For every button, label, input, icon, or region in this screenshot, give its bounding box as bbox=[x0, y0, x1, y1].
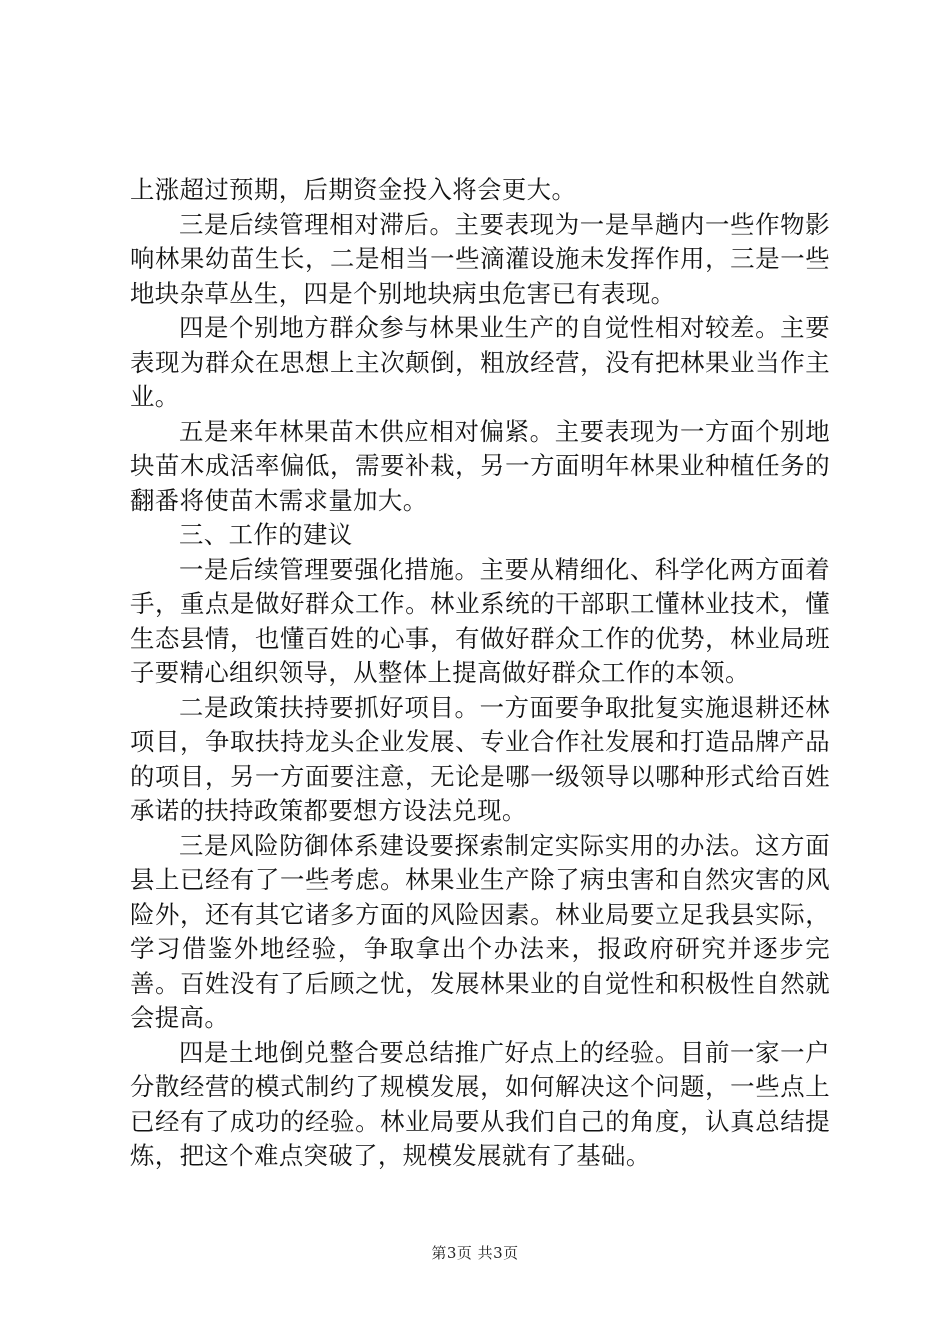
paragraph-suggestion-two: 二是政策扶持要抓好项目。一方面要争取批复实施退耕还林项目，争取扶持龙头企业发展、专业合作社发展和打造品牌产品的项目，另一方面要注意，无论是哪一级领导以哪种形式给百姓承诺的扶持政策都要想方设法兑现。 bbox=[130, 692, 830, 825]
paragraph-issue-four: 四是个别地方群众参与林果业生产的自觉性相对较差。主要表现为群众在思想上主次颠倒，粗放经营，没有把林果业当作主业。 bbox=[130, 313, 830, 411]
paragraph-issue-three: 三是后续管理相对滞后。主要表现为一是旱趟内一些作物影响林果幼苗生长，二是相当一些滴灌设施未发挥作用，三是一些地块杂草丛生，四是个别地块病虫危害已有表现。 bbox=[130, 209, 830, 308]
paragraph-issue-five: 五是来年林果苗木供应相对偏紧。主要表现为一方面个别地块苗木成活率偏低，需要补栽，另一方面明年林果业种植任务的翻番将使苗木需求量加大。 bbox=[130, 416, 830, 515]
paragraph-suggestion-four: 四是土地倒兑整合要总结推广好点上的经验。目前一家一户分散经营的模式制约了规模发展，如何解决这个问题，一些点上已经有了成功的经验。林业局要从我们自己的角度，认真总结提炼，把这个难点突破了，规模发展就有了基础。 bbox=[130, 1037, 830, 1170]
paragraph-continuation: 上涨超过预期，后期资金投入将会更大。 bbox=[130, 175, 577, 204]
page-footer: 第3页 共3页 bbox=[431, 1244, 519, 1262]
paragraph-suggestion-one: 一是后续管理要强化措施。主要从精细化、科学化两方面着手，重点是做好群众工作。林业系统的干部职工懂林业技术，懂生态县情，也懂百姓的心事，有做好群众工作的优势，林业局班子要精心组织领导，从整体上提高做好群众工作的本领。 bbox=[130, 554, 830, 687]
section-heading-suggestions: 三、工作的建议 bbox=[179, 520, 353, 549]
paragraph-suggestion-three: 三是风险防御体系建设要探索制定实际实用的办法。这方面县上已经有了一些考虑。林果业生产除了病虫害和自然灾害的风险外，还有其它诸多方面的风险因素。林业局要立足我县实际，学习借鉴外地经验，争取拿出个办法来，报政府研究并逐步完善。百姓没有了后顾之忧，发展林果业的自觉性和积极性自然就会提高。 bbox=[130, 830, 830, 1032]
document-body bbox=[130, 173, 830, 1174]
